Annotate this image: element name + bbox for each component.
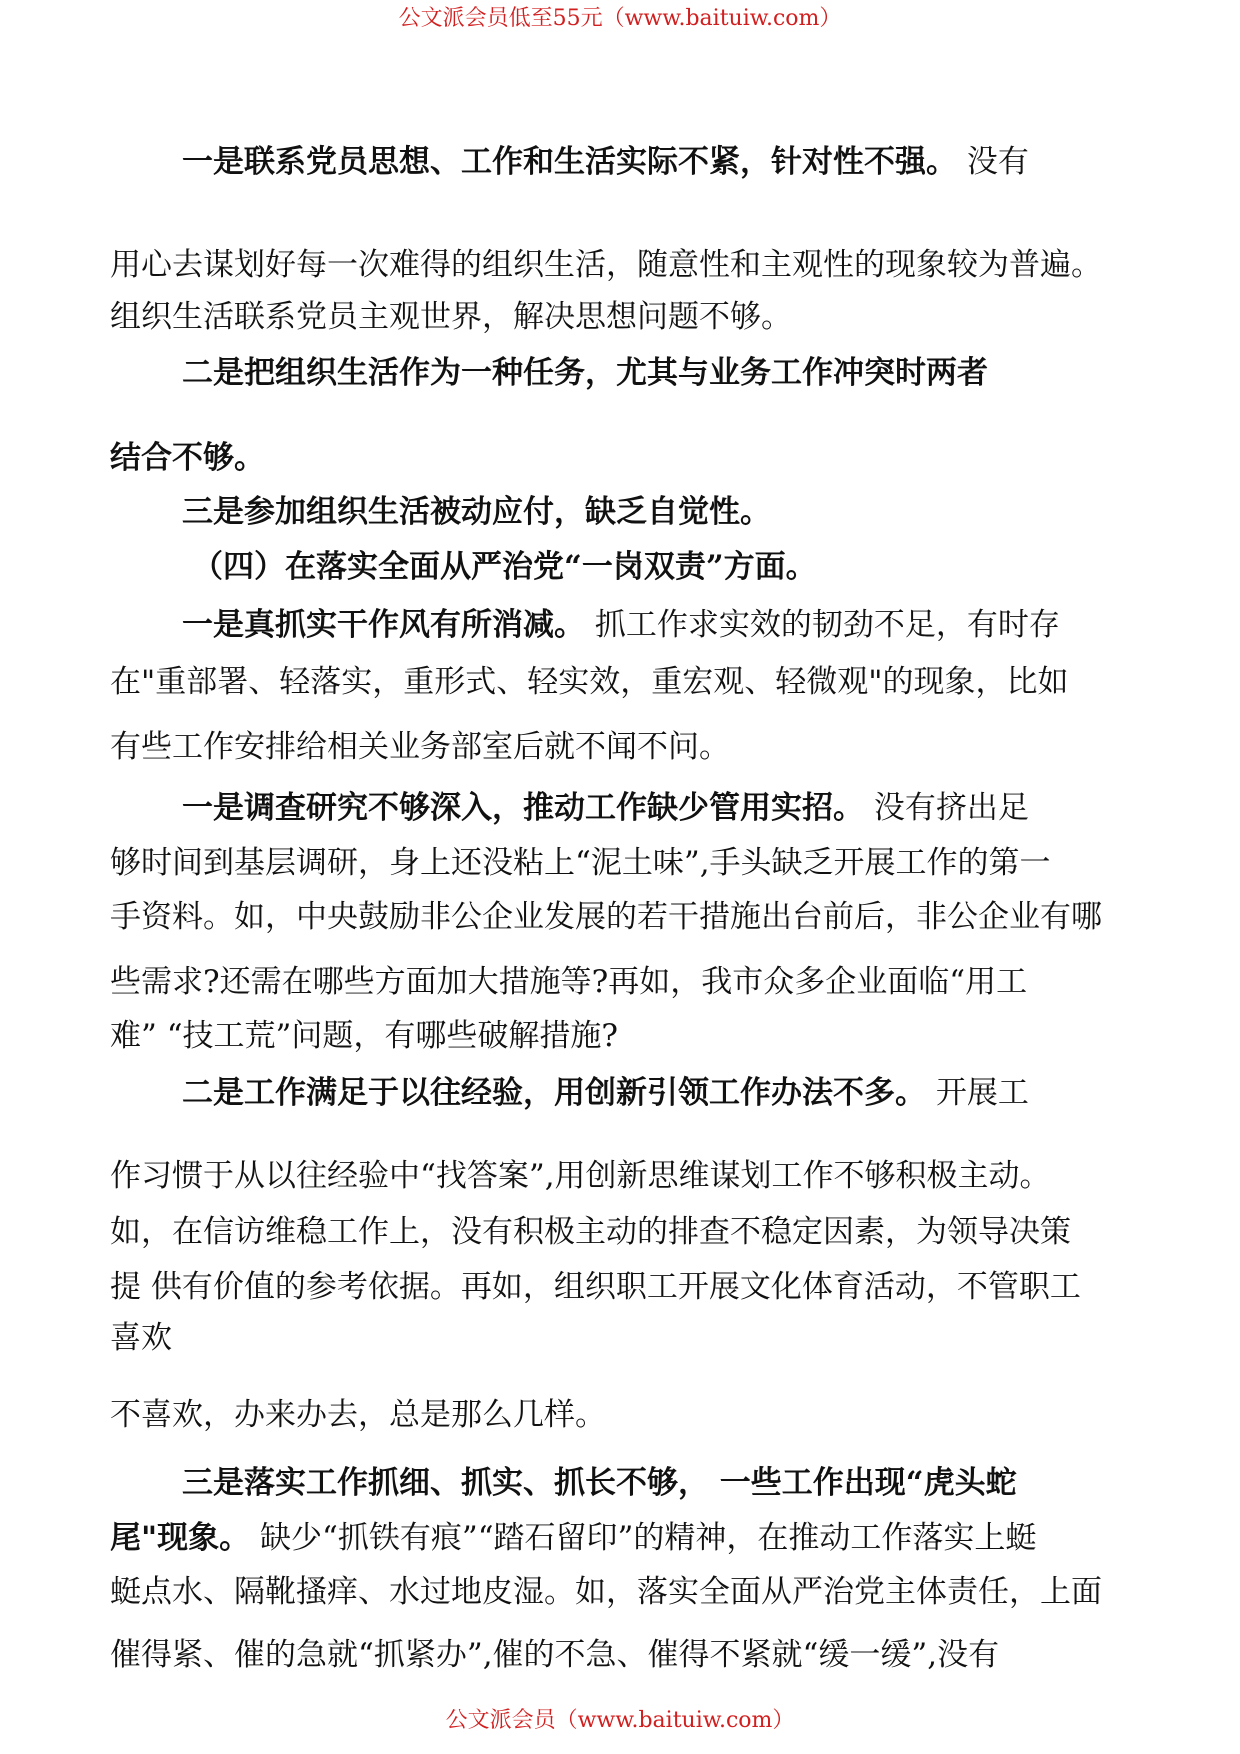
bold-heading: 三是参加组织生活被动应付，缺乏自觉性。 — [182, 494, 771, 530]
header-watermark: 公文派会员低至55元（www.baituiw.com） — [398, 6, 842, 31]
body-text: 些需求?还需在哪些方面加大措施等?再如，我市众多企业面临“用工 — [110, 964, 1028, 1000]
paragraph-line — [182, 353, 988, 393]
paragraph-line — [182, 605, 1060, 645]
bold-heading: 一是调查研究不够深入，推动工作缺少管用实招。 — [182, 790, 864, 826]
paragraph-line — [110, 1635, 999, 1675]
body-text: 催得紧、催的急就“抓紧办”,催的不急、催得不紧就“缓一缓”,没有 — [110, 1637, 1000, 1673]
body-text: 难” “技工荒”问题，有哪些破解措施? — [110, 1018, 619, 1054]
bold-heading: 一是联系党员思想、工作和生活实际不紧，针对性不强。 — [182, 144, 957, 180]
paragraph-line — [182, 1463, 1017, 1503]
paragraph-line — [110, 1572, 1102, 1612]
body-text: 缺少“抓铁有痕”“踏石留印”的精神，在推动工作落实上蜓 — [250, 1520, 1037, 1556]
paragraph-line — [110, 897, 1102, 937]
body-text: 没有 — [957, 144, 1029, 180]
bold-heading: 二是把组织生活作为一种任务，尤其与业务工作冲突时两者 — [182, 355, 988, 391]
bold-heading: 二是工作满足于以往经验，用创新引领工作办法不多。 — [182, 1075, 926, 1111]
body-text: 蜓点水、隔靴搔痒、水过地皮湿。如，落实全面从严治党主体责任，上面 — [110, 1574, 1102, 1610]
paragraph-line — [110, 1156, 1051, 1196]
body-text: 够时间到基层调研，身上还没粘上“泥土味”,手头缺乏开展工作的第一 — [110, 845, 1051, 881]
footer-watermark: 公文派会员（www.baituiw.com） — [445, 1708, 795, 1733]
paragraph-line — [110, 727, 730, 767]
body-text: 抓工作求实效的韧劲不足，有时存 — [585, 607, 1060, 643]
paragraph-line — [110, 245, 1102, 285]
body-text: 在"重部署、轻落实，重形式、轻实效，重宏观、轻微观"的现象，比如 — [110, 664, 1069, 700]
body-text: 提 供有价值的参考依据。再如，组织职工开展文化体育活动，不管职工 — [110, 1269, 1081, 1305]
paragraph-line — [110, 297, 792, 337]
paragraph-line — [110, 438, 265, 478]
body-text: 没有挤出足 — [864, 790, 1029, 826]
paragraph-line — [110, 843, 1051, 883]
paragraph-line — [110, 1518, 1036, 1558]
bold-heading: 尾"现象。 — [110, 1520, 251, 1556]
body-text: 作习惯于从以往经验中“找答案”,用创新思维谋划工作不够积极主动。 — [110, 1158, 1051, 1194]
paragraph-line — [110, 1212, 1071, 1252]
bold-heading: 结合不够。 — [110, 440, 265, 476]
section-heading — [192, 547, 817, 587]
paragraph-line — [110, 1016, 618, 1056]
body-text: 不喜欢，办来办去，总是那么几样。 — [110, 1397, 606, 1433]
body-text: 开展工 — [926, 1075, 1029, 1111]
body-text: 用心去谋划好每一次难得的组织生活，随意性和主观性的现象较为普遍。 — [110, 247, 1102, 283]
body-text: 喜欢 — [110, 1320, 172, 1356]
paragraph-line — [110, 1267, 1081, 1307]
paragraph-line — [110, 962, 1027, 1002]
paragraph-line — [110, 662, 1069, 702]
paragraph-line — [182, 788, 1029, 828]
bold-heading: 三是落实工作抓细、抓实、抓长不够， 一些工作出现“虎头蛇 — [182, 1465, 1017, 1501]
paragraph-line — [110, 1395, 606, 1435]
body-text: 手资料。如，中央鼓励非公企业发展的若干措施出台前后，非公企业有哪 — [110, 899, 1102, 935]
body-text: 有些工作安排给相关业务部室后就不闻不问。 — [110, 729, 730, 765]
paragraph-line — [182, 1073, 1029, 1113]
bold-heading: 一是真抓实干作风有所消减。 — [182, 607, 585, 643]
bold-heading: （四）在落实全面从严治党“一岗双责”方面。 — [192, 549, 817, 585]
body-text: 组织生活联系党员主观世界，解决思想问题不够。 — [110, 299, 792, 335]
body-text: 如，在信访维稳工作上，没有积极主动的排查不稳定因素，为领导决策 — [110, 1214, 1071, 1250]
paragraph-line — [182, 142, 1029, 182]
paragraph-line — [110, 1318, 172, 1358]
paragraph-line — [182, 492, 771, 532]
